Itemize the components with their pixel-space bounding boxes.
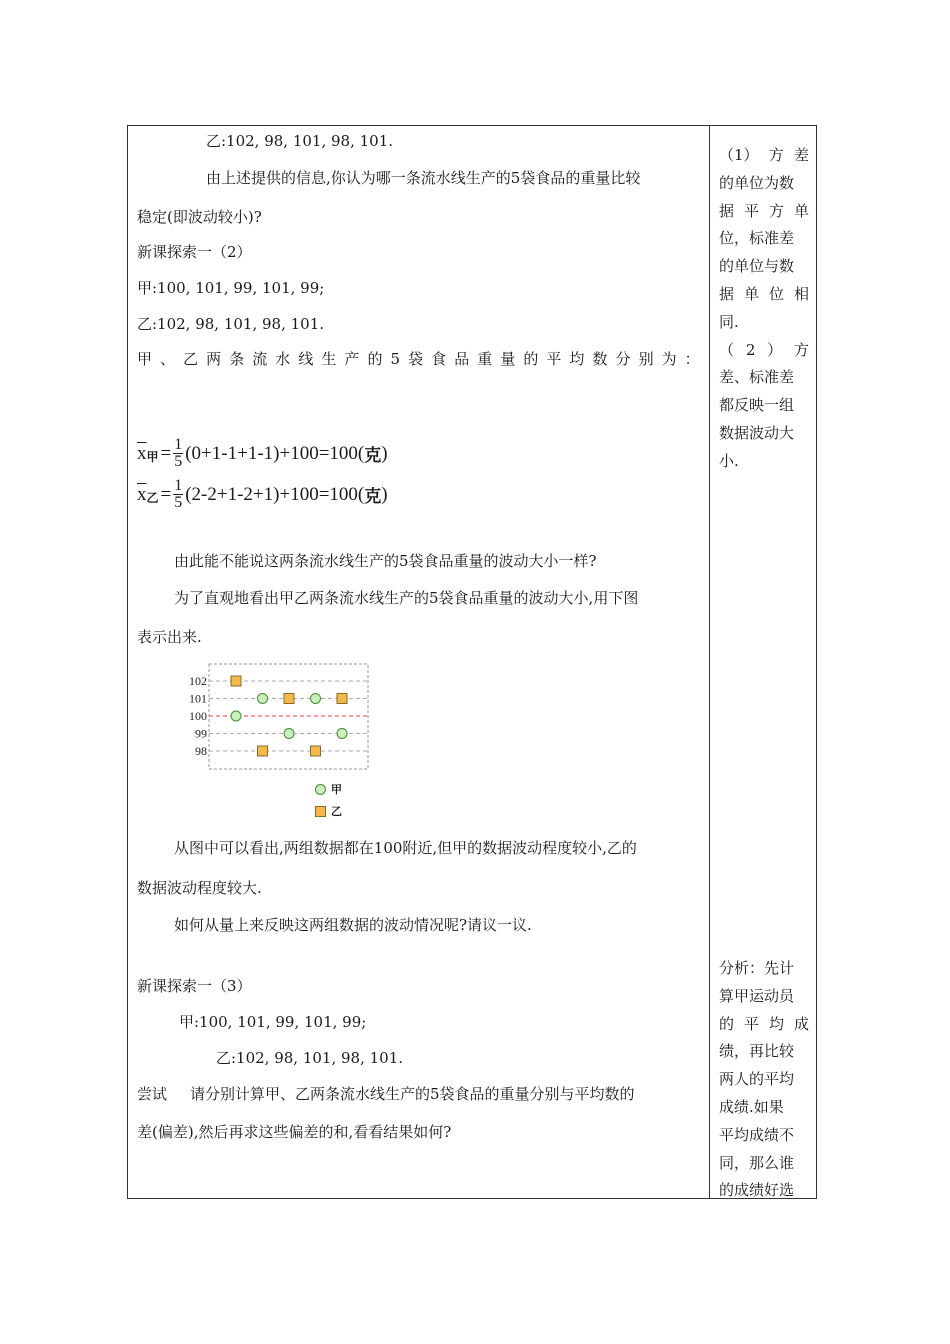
avg-char: 分	[615, 350, 631, 368]
paragraph-4: 如何从量上来反映这两组数据的波动情况呢?请议一议.	[174, 916, 532, 934]
formula-expression: (2-2+1-2+1)+100=100(	[185, 483, 365, 505]
side-note-text: 单	[793, 201, 809, 220]
formula-subscript: 乙	[146, 491, 159, 505]
side-note-line	[719, 1069, 809, 1089]
legend-label: 甲	[331, 783, 342, 796]
document-table	[127, 125, 817, 1199]
try-label: 尝试	[137, 1085, 168, 1103]
avg-char: 5	[390, 350, 401, 368]
data-point-yi	[311, 746, 321, 756]
avg-char: 别	[638, 350, 654, 368]
avg-char: 袋	[408, 350, 424, 368]
side-note-line	[719, 423, 809, 443]
side-note-text: 成	[793, 1014, 809, 1033]
side-note-text: 方	[793, 340, 809, 359]
average-statement	[137, 349, 700, 369]
side-note-line	[719, 312, 809, 332]
side-note-line	[719, 451, 809, 471]
side-note-line	[719, 201, 809, 221]
side-note-text: 的单位为数	[719, 173, 795, 192]
chart-legend	[315, 778, 342, 822]
side-note-line	[719, 367, 809, 387]
avg-char: 重	[477, 350, 493, 368]
paragraph-2a: 为了直观地看出甲乙两条流水线生产的5袋食品重量的波动大小,用下图	[174, 589, 639, 607]
data-point-yi	[337, 694, 347, 704]
side-note-text: 算甲运动员	[719, 986, 795, 1005]
avg-char: 水	[275, 350, 291, 368]
equals-sign: =	[160, 483, 172, 505]
paragraph-1: 由此能不能说这两条流水线生产的5袋食品重量的波动大小一样?	[174, 552, 597, 570]
numerator: 1	[174, 436, 183, 453]
data-point-yi	[231, 676, 241, 686]
side-note-line	[719, 145, 809, 165]
data-point-yi	[258, 746, 268, 756]
legend-label: 乙	[331, 805, 342, 818]
formula-subscript: 甲	[146, 450, 159, 464]
side-note-text: 平	[743, 1014, 759, 1033]
avg-char: 食	[431, 350, 447, 368]
formula-expression: (0+1-1+1-1)+100=100(	[185, 442, 365, 464]
fraction	[173, 437, 183, 470]
side-note-text: 相	[793, 285, 809, 303]
side-note-line	[719, 340, 809, 360]
jia-data-line-3: 甲:100, 101, 99, 101, 99;	[179, 1013, 367, 1031]
side-note-text: 成绩.如果	[719, 1098, 784, 1116]
side-column	[710, 126, 816, 1198]
side-note-line	[719, 1180, 809, 1200]
yi-data-line-2: 乙:102, 98, 101, 98, 101.	[137, 315, 325, 333]
side-note-text: 同，那么谁	[719, 1153, 795, 1172]
side-note-text: 均	[768, 1014, 784, 1033]
side-note-line	[719, 1125, 809, 1145]
side-note-text: 小.	[719, 451, 739, 470]
avg-char: 流	[252, 350, 268, 368]
mean-symbol: $\overline{x}$	[137, 483, 147, 505]
side-note-text: 位，标准差	[719, 229, 795, 248]
unit-label: 克	[364, 487, 382, 507]
formula-jia	[137, 437, 388, 470]
side-note-text: （1）	[719, 146, 759, 164]
avg-char: 量	[500, 350, 516, 368]
side-note-line	[719, 1014, 809, 1034]
y-tick-label: 100	[189, 709, 207, 723]
y-tick-label: 102	[189, 674, 207, 688]
side-note-line	[719, 958, 809, 978]
side-note-text: 都反映一组	[719, 396, 795, 415]
equals-sign: =	[160, 442, 172, 464]
side-note-text: 绩，再比较	[719, 1042, 795, 1061]
avg-char: 甲	[137, 350, 153, 368]
data-point-jia	[258, 694, 268, 704]
avg-char: 数	[592, 350, 608, 368]
main-column	[128, 126, 709, 1198]
avg-char: 的	[523, 350, 539, 368]
side-note-text: 方	[768, 201, 784, 220]
yi-data-line: 乙:102, 98, 101, 98, 101.	[206, 132, 394, 150]
paragraph-2b: 表示出来.	[137, 628, 202, 646]
data-point-yi	[284, 694, 294, 704]
scatter-chart	[182, 663, 372, 771]
data-point-jia	[337, 729, 347, 739]
y-tick-label: 99	[195, 726, 207, 741]
side-note-line	[719, 228, 809, 248]
side-note-text: 分析：先计	[719, 959, 795, 977]
avg-char: 品	[454, 350, 470, 368]
avg-char: 的	[367, 350, 383, 368]
question-1a: 由上述提供的信息,你认为哪一条流水线生产的5袋食品的重量比较	[206, 169, 641, 187]
side-note-text: 的成绩好选	[719, 1181, 795, 1200]
side-note-text: 方	[768, 146, 784, 164]
square-marker-icon	[315, 806, 326, 817]
avg-char: 两	[206, 350, 222, 368]
avg-char: 为	[661, 350, 677, 368]
data-point-jia	[311, 694, 321, 704]
unit-label: 克	[364, 446, 382, 466]
paragraph-3b: 数据波动程度较大.	[137, 879, 262, 897]
mean-symbol: $\overline{x}$	[137, 442, 147, 464]
try-text-a: 请分别计算甲、乙两条流水线生产的5袋食品的重量分别与平均数的	[190, 1085, 635, 1103]
side-note-line	[719, 173, 809, 193]
side-note-text: 平	[743, 201, 759, 220]
side-note-text: 的单位与数	[719, 257, 795, 276]
avg-char: 均	[569, 350, 585, 368]
denominator: 5	[174, 453, 183, 470]
data-point-jia	[231, 711, 241, 721]
numerator: 1	[174, 477, 183, 494]
side-note-text: （	[719, 340, 735, 359]
denominator: 5	[174, 494, 183, 511]
side-note-text: 据	[719, 285, 735, 303]
avg-char: 平	[546, 350, 562, 368]
close-paren: )	[381, 442, 388, 464]
side-note-text: 数据波动大	[719, 424, 795, 442]
avg-char: 条	[229, 350, 245, 368]
side-note-text: 2	[745, 340, 756, 359]
side-note-line	[719, 256, 809, 276]
side-note-line	[719, 395, 809, 415]
side-note-text: ）	[767, 340, 783, 359]
side-note-line	[719, 1041, 809, 1061]
side-note-line	[719, 284, 809, 304]
section-heading-3: 新课探索一（3）	[137, 977, 252, 995]
side-note-text: 同.	[719, 312, 739, 331]
side-note-text: 的	[719, 1014, 735, 1033]
fraction	[173, 478, 183, 511]
side-note-text: 据	[719, 201, 735, 220]
yi-data-line-3: 乙:102, 98, 101, 98, 101.	[216, 1049, 404, 1067]
y-tick-label: 98	[195, 744, 207, 758]
side-note-text: 两人的平均	[719, 1070, 795, 1089]
y-tick-label: 101	[189, 691, 207, 706]
side-note-text: 差、标准差	[719, 368, 795, 387]
section-heading-2: 新课探索一（2）	[137, 243, 252, 261]
side-note-text: 位	[768, 285, 784, 303]
legend-item-jia	[315, 778, 342, 800]
close-paren: )	[381, 483, 388, 505]
side-note-line	[719, 986, 809, 1006]
side-note-text: 差	[793, 146, 809, 164]
formula-yi	[137, 478, 388, 511]
side-note-line	[719, 1153, 809, 1173]
avg-char: 产	[344, 350, 360, 368]
avg-char: ：	[684, 350, 700, 368]
question-1b: 稳定(即波动较小)?	[137, 208, 262, 226]
jia-data-line: 甲:100, 101, 99, 101, 99;	[137, 279, 325, 297]
data-point-jia	[284, 729, 294, 739]
try-text-b: 差(偏差),然后再求这些偏差的和,看看结果如何?	[137, 1123, 452, 1141]
circle-marker-icon	[315, 784, 326, 795]
avg-char: 、	[160, 350, 176, 368]
legend-item-yi	[315, 800, 342, 822]
avg-char: 线	[298, 350, 314, 368]
avg-char: 生	[321, 350, 337, 368]
paragraph-3a: 从图中可以看出,两组数据都在100附近,但甲的数据波动程度较小,乙的	[174, 839, 637, 857]
avg-char: 乙	[183, 350, 199, 368]
side-note-line	[719, 1097, 809, 1117]
side-note-text: 单	[743, 285, 759, 303]
side-note-text: 平均成绩不	[719, 1125, 795, 1144]
